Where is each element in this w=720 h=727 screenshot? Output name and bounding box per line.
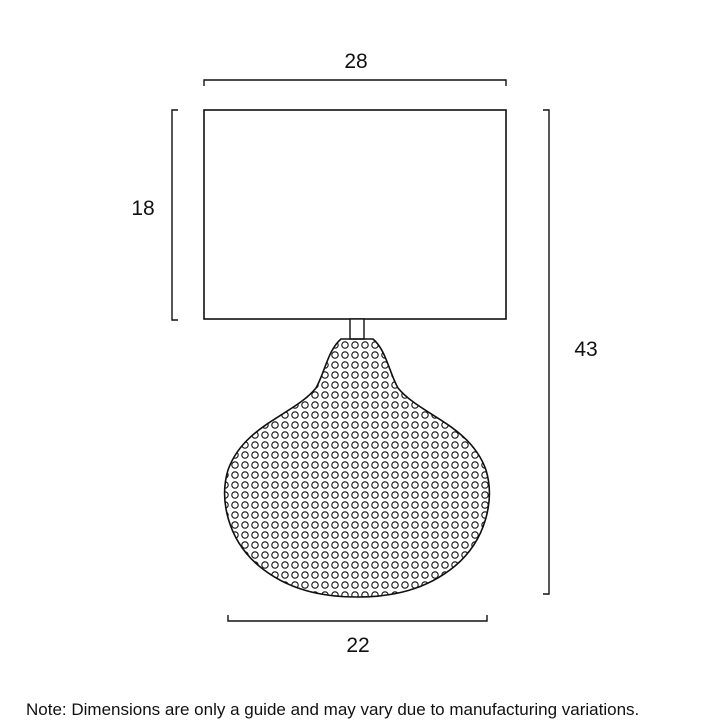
lamp-neck [350,319,364,339]
total-height-dimension [543,110,598,594]
shade-width-label: 28 [344,50,368,73]
lamp-base [225,339,490,597]
shade-height-label: 18 [131,197,155,220]
total-height-label: 43 [574,338,598,361]
base-width-dimension [228,615,487,657]
shade-width-dimension [204,50,506,86]
dimension-disclaimer-note: Note: Dimensions are only a guide and may vary due to manufacturing variations. [26,700,640,719]
base-width-label: 22 [346,634,370,657]
shade-height-dimension [131,110,178,320]
lamp-shade [204,110,506,319]
